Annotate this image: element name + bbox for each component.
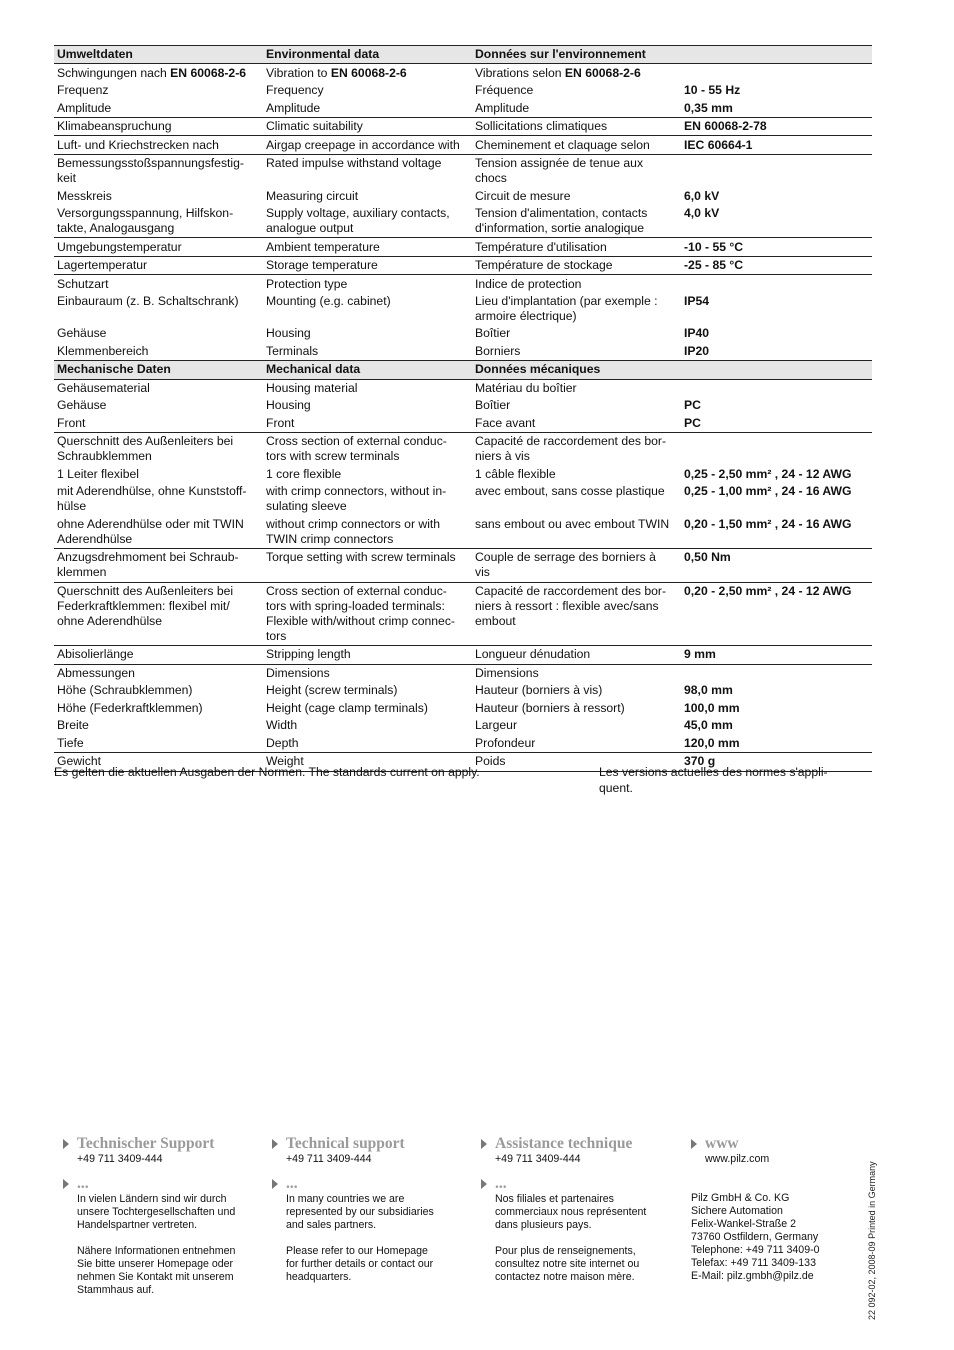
footer-dots-de: ...	[63, 1175, 267, 1193]
cell-de: Umweltdaten	[54, 46, 263, 64]
footer-support-en	[286, 1135, 476, 1284]
cell-en: Vibration to EN 60068-2-6	[266, 65, 407, 80]
cell-en: Housing	[266, 398, 311, 413]
triangle-arrow-icon	[691, 1139, 697, 1149]
cell-value: 100,0 mm	[684, 700, 740, 715]
table-row	[54, 117, 872, 135]
cell-en: Housing material	[266, 380, 358, 395]
cell-de: Querschnitt des Außenleiters bei Schraubklemmen	[54, 433, 263, 466]
section-header-row	[54, 361, 872, 379]
cell-value: 120,0 mm	[684, 735, 740, 750]
cell-de: Gewicht	[54, 753, 263, 771]
cell-value: 45,0 mm	[684, 718, 733, 733]
table-row	[54, 136, 872, 154]
cell-value	[681, 154, 872, 187]
cell-fr: Cheminement et claquage selon	[472, 136, 681, 154]
cell-value	[681, 64, 872, 82]
cell-de: Messkreis	[57, 188, 112, 203]
cell-fr: Borniers	[475, 343, 521, 358]
cell-de: Versorgungsspannung, Hilfskon- takte, Analogausgang	[57, 206, 234, 236]
cell-fr: Boîtier	[475, 326, 511, 341]
triangle-arrow-icon	[63, 1179, 69, 1189]
table-row	[54, 415, 872, 433]
cell-en: Height (screw terminals)	[266, 683, 398, 698]
cell-value: 9 mm	[681, 646, 872, 664]
cell-de: Gehäuse	[57, 398, 107, 413]
cell-de: ohne Aderendhülse oder mit TWIN Aderendhülse	[57, 516, 244, 546]
cell-de: Lagertemperatur	[54, 256, 263, 274]
triangle-arrow-icon	[481, 1139, 487, 1149]
cell-fr: avec embout, sans cosse plastique	[475, 484, 665, 499]
cell-en: Amplitude	[266, 100, 321, 115]
cell-de: Schutzart	[54, 275, 263, 293]
cell-en: Supply voltage, auxiliary contacts, analogue output	[266, 206, 450, 236]
table-row	[54, 700, 872, 717]
table-row	[54, 238, 872, 256]
footer-support-fr	[495, 1135, 685, 1284]
cell-fr: Sollicitations climatiques	[472, 117, 681, 135]
table-row	[54, 379, 872, 397]
cell-value: PC	[684, 415, 701, 430]
cell-fr: Hauteur (borniers à vis)	[475, 683, 603, 698]
technical-data-table	[54, 45, 872, 772]
footer-dots-fr: ...	[481, 1175, 685, 1193]
cell-en: Weight	[263, 753, 472, 771]
cell-en: Cross section of external conduc- tors with spring-loaded terminals: Flexible with/without crimp connec- tors	[263, 582, 472, 645]
cell-fr: Matériau du boîtier	[475, 380, 577, 395]
cell-de: Gehäuse	[57, 326, 107, 341]
cell-en: Height (cage clamp terminals)	[266, 700, 428, 715]
cell-de: Breite	[57, 718, 89, 733]
cell-fr: Capacité de raccordement des bor- niers à vis	[472, 433, 681, 466]
cell-value: 6,0 kV	[684, 188, 720, 203]
table-row	[54, 205, 872, 238]
cell-fr: Température de stockage	[472, 256, 681, 274]
footer-heading-fr: Assistance technique	[481, 1135, 685, 1153]
footer-heading-www: www	[691, 1135, 895, 1153]
cell-fr: sans embout ou avec embout TWIN	[475, 516, 670, 531]
cell-value: -10 - 55 °C	[681, 238, 872, 256]
support-phone-de: +49 711 3409-444	[77, 1153, 163, 1165]
print-code: 22 092-02, 2008-09 Printed in Germany	[867, 1161, 877, 1320]
support-phone-fr: +49 711 3409-444	[495, 1153, 581, 1165]
table-row	[54, 717, 872, 734]
cell-value	[681, 379, 872, 397]
cell-value: 0,20 - 1,50 mm² , 24 - 16 AWG	[684, 516, 852, 531]
footer-heading-de: Technischer Support	[63, 1135, 267, 1153]
cell-value	[681, 275, 872, 293]
table-row	[54, 646, 872, 664]
cell-de: Klimabeanspruchung	[54, 117, 263, 135]
cell-fr: Poids	[472, 753, 681, 771]
table-row	[54, 397, 872, 414]
cell-fr: Température d'utilisation	[472, 238, 681, 256]
cell-value	[681, 433, 872, 466]
cell-value: -25 - 85 °C	[681, 256, 872, 274]
cell-value: IP40	[684, 326, 710, 341]
footer-text-en: In many countries we are represented by our subsidiaries and sales partners. Please refer to our Homepage for further details or contact our headquarters.	[286, 1193, 434, 1283]
cell-value	[681, 46, 872, 64]
footer-dots-en: ...	[272, 1175, 476, 1193]
cell-en: Mounting (e.g. cabinet)	[266, 294, 391, 308]
cell-value	[681, 361, 872, 379]
table-row	[54, 682, 872, 699]
cell-fr: Profondeur	[475, 735, 536, 750]
cell-value: 370 g	[681, 753, 872, 771]
table-row	[54, 516, 872, 549]
footer-support-de	[77, 1135, 267, 1297]
table-row	[54, 483, 872, 515]
cell-de: Umgebungstemperatur	[54, 238, 263, 256]
cell-fr: Largeur	[475, 718, 518, 733]
table-row	[54, 433, 872, 466]
cell-de: mit Aderendhülse, ohne Kunststoff- hülse	[57, 484, 247, 514]
cell-de: Bemessungsstoßspannungsfestig- keit	[54, 154, 263, 187]
cell-fr: Circuit de mesure	[475, 188, 571, 203]
cell-de: Amplitude	[57, 100, 112, 115]
footer-heading-en: Technical support	[272, 1135, 476, 1153]
cell-fr: Vibrations selon EN 60068-2-6	[475, 65, 641, 80]
company-address: Pilz GmbH & Co. KG Sichere Automation Felix-Wankel-Straße 2 73760 Ostfildern, Germany Telephone: +49 711 3409-0 Telefax: +49 711 3409-133 E-Mail: pilz.gmbh@pilz.de	[691, 1192, 820, 1282]
triangle-arrow-icon	[63, 1139, 69, 1149]
cell-fr: 1 câble flexible	[475, 466, 556, 481]
table-row	[54, 293, 872, 325]
cell-value: 0,50 Nm	[681, 549, 872, 582]
cell-en: Stripping length	[263, 646, 472, 664]
cell-en: Storage temperature	[263, 256, 472, 274]
cell-fr: Indice de protection	[472, 275, 681, 293]
cell-en: Cross section of external conduc- tors with screw terminals	[263, 433, 472, 466]
section-header-row	[54, 46, 872, 64]
cell-en: Dimensions	[263, 664, 472, 682]
triangle-arrow-icon	[272, 1139, 278, 1149]
cell-value	[681, 664, 872, 682]
cell-de: Klemmenbereich	[57, 343, 149, 358]
table-row	[54, 64, 872, 82]
cell-en: Airgap creepage in accordance with	[263, 136, 472, 154]
cell-en: Housing	[266, 326, 311, 341]
cell-value: 0,20 - 2,50 mm² , 24 - 12 AWG	[681, 582, 872, 645]
cell-fr: Tension d'alimentation, contacts d'information, sortie analogique	[475, 206, 648, 236]
cell-fr: Hauteur (borniers à ressort)	[475, 700, 625, 715]
cell-fr: Boîtier	[475, 398, 511, 413]
cell-en: Terminals	[266, 343, 319, 358]
cell-de: Frequenz	[57, 83, 109, 98]
footer-text-de: In vielen Ländern sind wir durch unsere Tochtergesellschaften und Handelspartner vertreten. Nähere Informationen entnehmen Sie bitte unserer Homepage oder nehmen Sie Kontakt mit unserem Stammhaus auf.	[77, 1193, 236, 1296]
table-row	[54, 256, 872, 274]
cell-de: Höhe (Federkraftklemmen)	[57, 700, 203, 715]
table-row	[54, 325, 872, 342]
footer-text-fr: Nos filiales et partenaires commerciaux nous représentent dans plusieurs pays. Pour plus de renseignements, consultez notre site internet ou contactez notre maison mère.	[495, 1193, 647, 1283]
website-link[interactable]: www.pilz.com	[705, 1153, 770, 1165]
cell-en: Depth	[266, 735, 299, 750]
cell-value: 10 - 55 Hz	[684, 83, 741, 98]
cell-value: 0,35 mm	[684, 100, 733, 115]
table-row	[54, 154, 872, 187]
cell-fr: Couple de serrage des borniers à vis	[472, 549, 681, 582]
cell-value: 0,25 - 1,00 mm² , 24 - 16 AWG	[684, 484, 852, 499]
cell-en: Ambient temperature	[263, 238, 472, 256]
cell-de: Tiefe	[57, 735, 84, 750]
cell-fr: Tension assignée de tenue aux chocs	[472, 154, 681, 187]
cell-en: with crimp connectors, without in- sulating sleeve	[266, 484, 447, 514]
table-row	[54, 82, 872, 99]
cell-en: Rated impulse withstand voltage	[263, 154, 472, 187]
cell-value: IP54	[684, 294, 710, 308]
cell-value: 0,25 - 2,50 mm² , 24 - 12 AWG	[684, 466, 852, 481]
cell-value: PC	[684, 398, 701, 413]
cell-de: Schwingungen nach EN 60068-2-6	[57, 65, 247, 80]
cell-de: Gehäusematerial	[57, 380, 150, 395]
cell-fr: Longueur dénudation	[472, 646, 681, 664]
cell-en: Frequency	[266, 83, 324, 98]
cell-en: Width	[266, 718, 298, 733]
triangle-arrow-icon	[481, 1179, 487, 1189]
cell-en: Climatic suitability	[263, 117, 472, 135]
cell-fr: Capacité de raccordement des bor- niers à ressort : flexible avec/sans embout	[472, 582, 681, 645]
cell-de: 1 Leiter flexibel	[57, 466, 139, 481]
cell-value: 4,0 kV	[684, 206, 720, 221]
table-row	[54, 466, 872, 483]
table-row	[54, 343, 872, 361]
cell-en: without crimp connectors or with TWIN crimp connectors	[266, 516, 441, 546]
cell-value: EN 60068-2-78	[681, 117, 872, 135]
table-row	[54, 735, 872, 753]
cell-de: Höhe (Schraubklemmen)	[57, 683, 193, 698]
cell-value: 98,0 mm	[684, 683, 733, 698]
table-row	[54, 582, 872, 645]
cell-fr: Face avant	[475, 415, 536, 430]
cell-fr: Dimensions	[472, 664, 681, 682]
cell-en: 1 core flexible	[266, 466, 342, 481]
cell-en: Measuring circuit	[266, 188, 359, 203]
cell-de: Querschnitt des Außenleiters bei Federkraftklemmen: flexibel mit/ ohne Aderendhülse	[54, 582, 263, 645]
cell-de: Luft- und Kriechstrecken nach	[54, 136, 263, 154]
cell-value: IP20	[684, 343, 710, 358]
table-row	[54, 275, 872, 293]
cell-fr: Fréquence	[475, 83, 534, 98]
table-row	[54, 549, 872, 582]
cell-fr: Données sur l'environnement	[472, 46, 681, 64]
standards-note-fr: Les versions actuelles des normes s'appli- quent.	[599, 765, 828, 795]
cell-en: Mechanical data	[263, 361, 472, 379]
cell-fr: Amplitude	[475, 100, 530, 115]
cell-de: Front	[57, 415, 86, 430]
cell-en: Front	[266, 415, 295, 430]
cell-en: Environmental data	[263, 46, 472, 64]
table-row	[54, 187, 872, 204]
table-row	[54, 664, 872, 682]
cell-de: Einbauraum (z. B. Schaltschrank)	[57, 294, 239, 308]
cell-fr: Lieu d'implantation (par exemple : armoire électrique)	[475, 294, 658, 323]
support-phone-en: +49 711 3409-444	[286, 1153, 372, 1165]
table-row	[54, 99, 872, 117]
cell-fr: Données mécaniques	[472, 361, 681, 379]
cell-de: Abmessungen	[54, 664, 263, 682]
cell-de: Abisolierlänge	[54, 646, 263, 664]
triangle-arrow-icon	[272, 1179, 278, 1189]
cell-en: Torque setting with screw terminals	[263, 549, 472, 582]
cell-en: Protection type	[263, 275, 472, 293]
cell-value: IEC 60664-1	[681, 136, 872, 154]
cell-de: Mechanische Daten	[54, 361, 263, 379]
cell-de: Anzugsdrehmoment bei Schraub- klemmen	[54, 549, 263, 582]
standards-note-de-en: Es gelten die aktuellen Ausgaben der Normen. The standards current on apply.	[54, 765, 480, 779]
